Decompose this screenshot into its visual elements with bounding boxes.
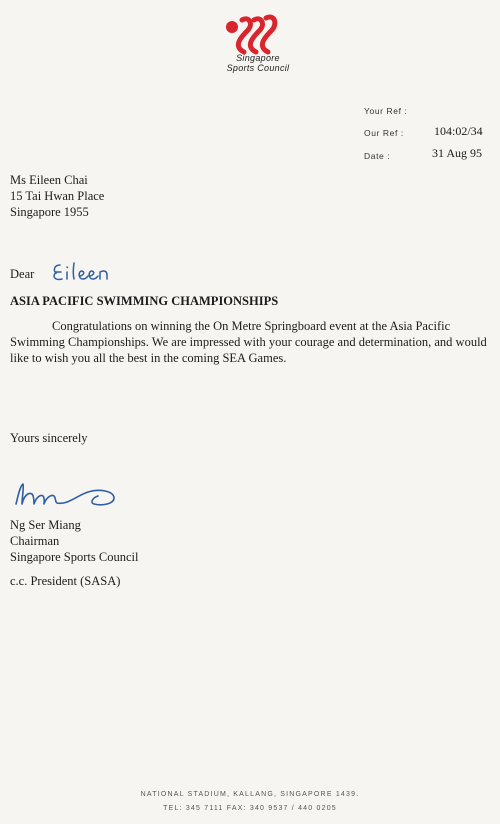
signer-title: Chairman: [10, 534, 60, 548]
closing: Yours sincerely: [10, 431, 88, 445]
footer-contact: TEL: 345 7111 FAX: 340 9537 / 440 0205: [163, 805, 337, 812]
recipient-street: 15 Tai Hwan Place: [10, 189, 105, 203]
our-ref-value: 104:02/34: [434, 124, 483, 138]
signer-block: [10, 517, 138, 565]
recipient-address: [10, 172, 104, 220]
organisation-name: [208, 53, 308, 73]
letter-body: Congratulations on winning the On Metre Springboard event at the Asia Pacific Swimming Championships. We are impressed with your courage and determination, and would like to wish you all the best in the coming SEA Games.: [10, 319, 487, 365]
recipient-city: Singapore 1955: [10, 205, 89, 219]
letter-subject: ASIA PACIFIC SWIMMING CHAMPIONSHIPS: [10, 294, 279, 308]
signer-name: Ng Ser Miang: [10, 518, 81, 532]
date-label: Date :: [364, 151, 391, 161]
your-ref-label: Your Ref :: [364, 106, 408, 116]
date-value: 31 Aug 95: [432, 146, 483, 160]
handwritten-signature: [10, 478, 122, 508]
org-name-line-1: Singapore: [236, 53, 280, 63]
org-name-line-2: Sports Council: [226, 63, 290, 73]
salutation: Dear: [10, 267, 35, 281]
handwritten-salutation-name: [50, 261, 128, 283]
recipient-name: Ms Eileen Chai: [10, 173, 88, 187]
signer-organisation: Singapore Sports Council: [10, 550, 139, 564]
carbon-copy-line: c.c. President (SASA): [10, 574, 121, 588]
our-ref-label: Our Ref :: [364, 128, 404, 138]
footer-address: NATIONAL STADIUM, KALLANG, SINGAPORE 1439.: [140, 791, 360, 798]
